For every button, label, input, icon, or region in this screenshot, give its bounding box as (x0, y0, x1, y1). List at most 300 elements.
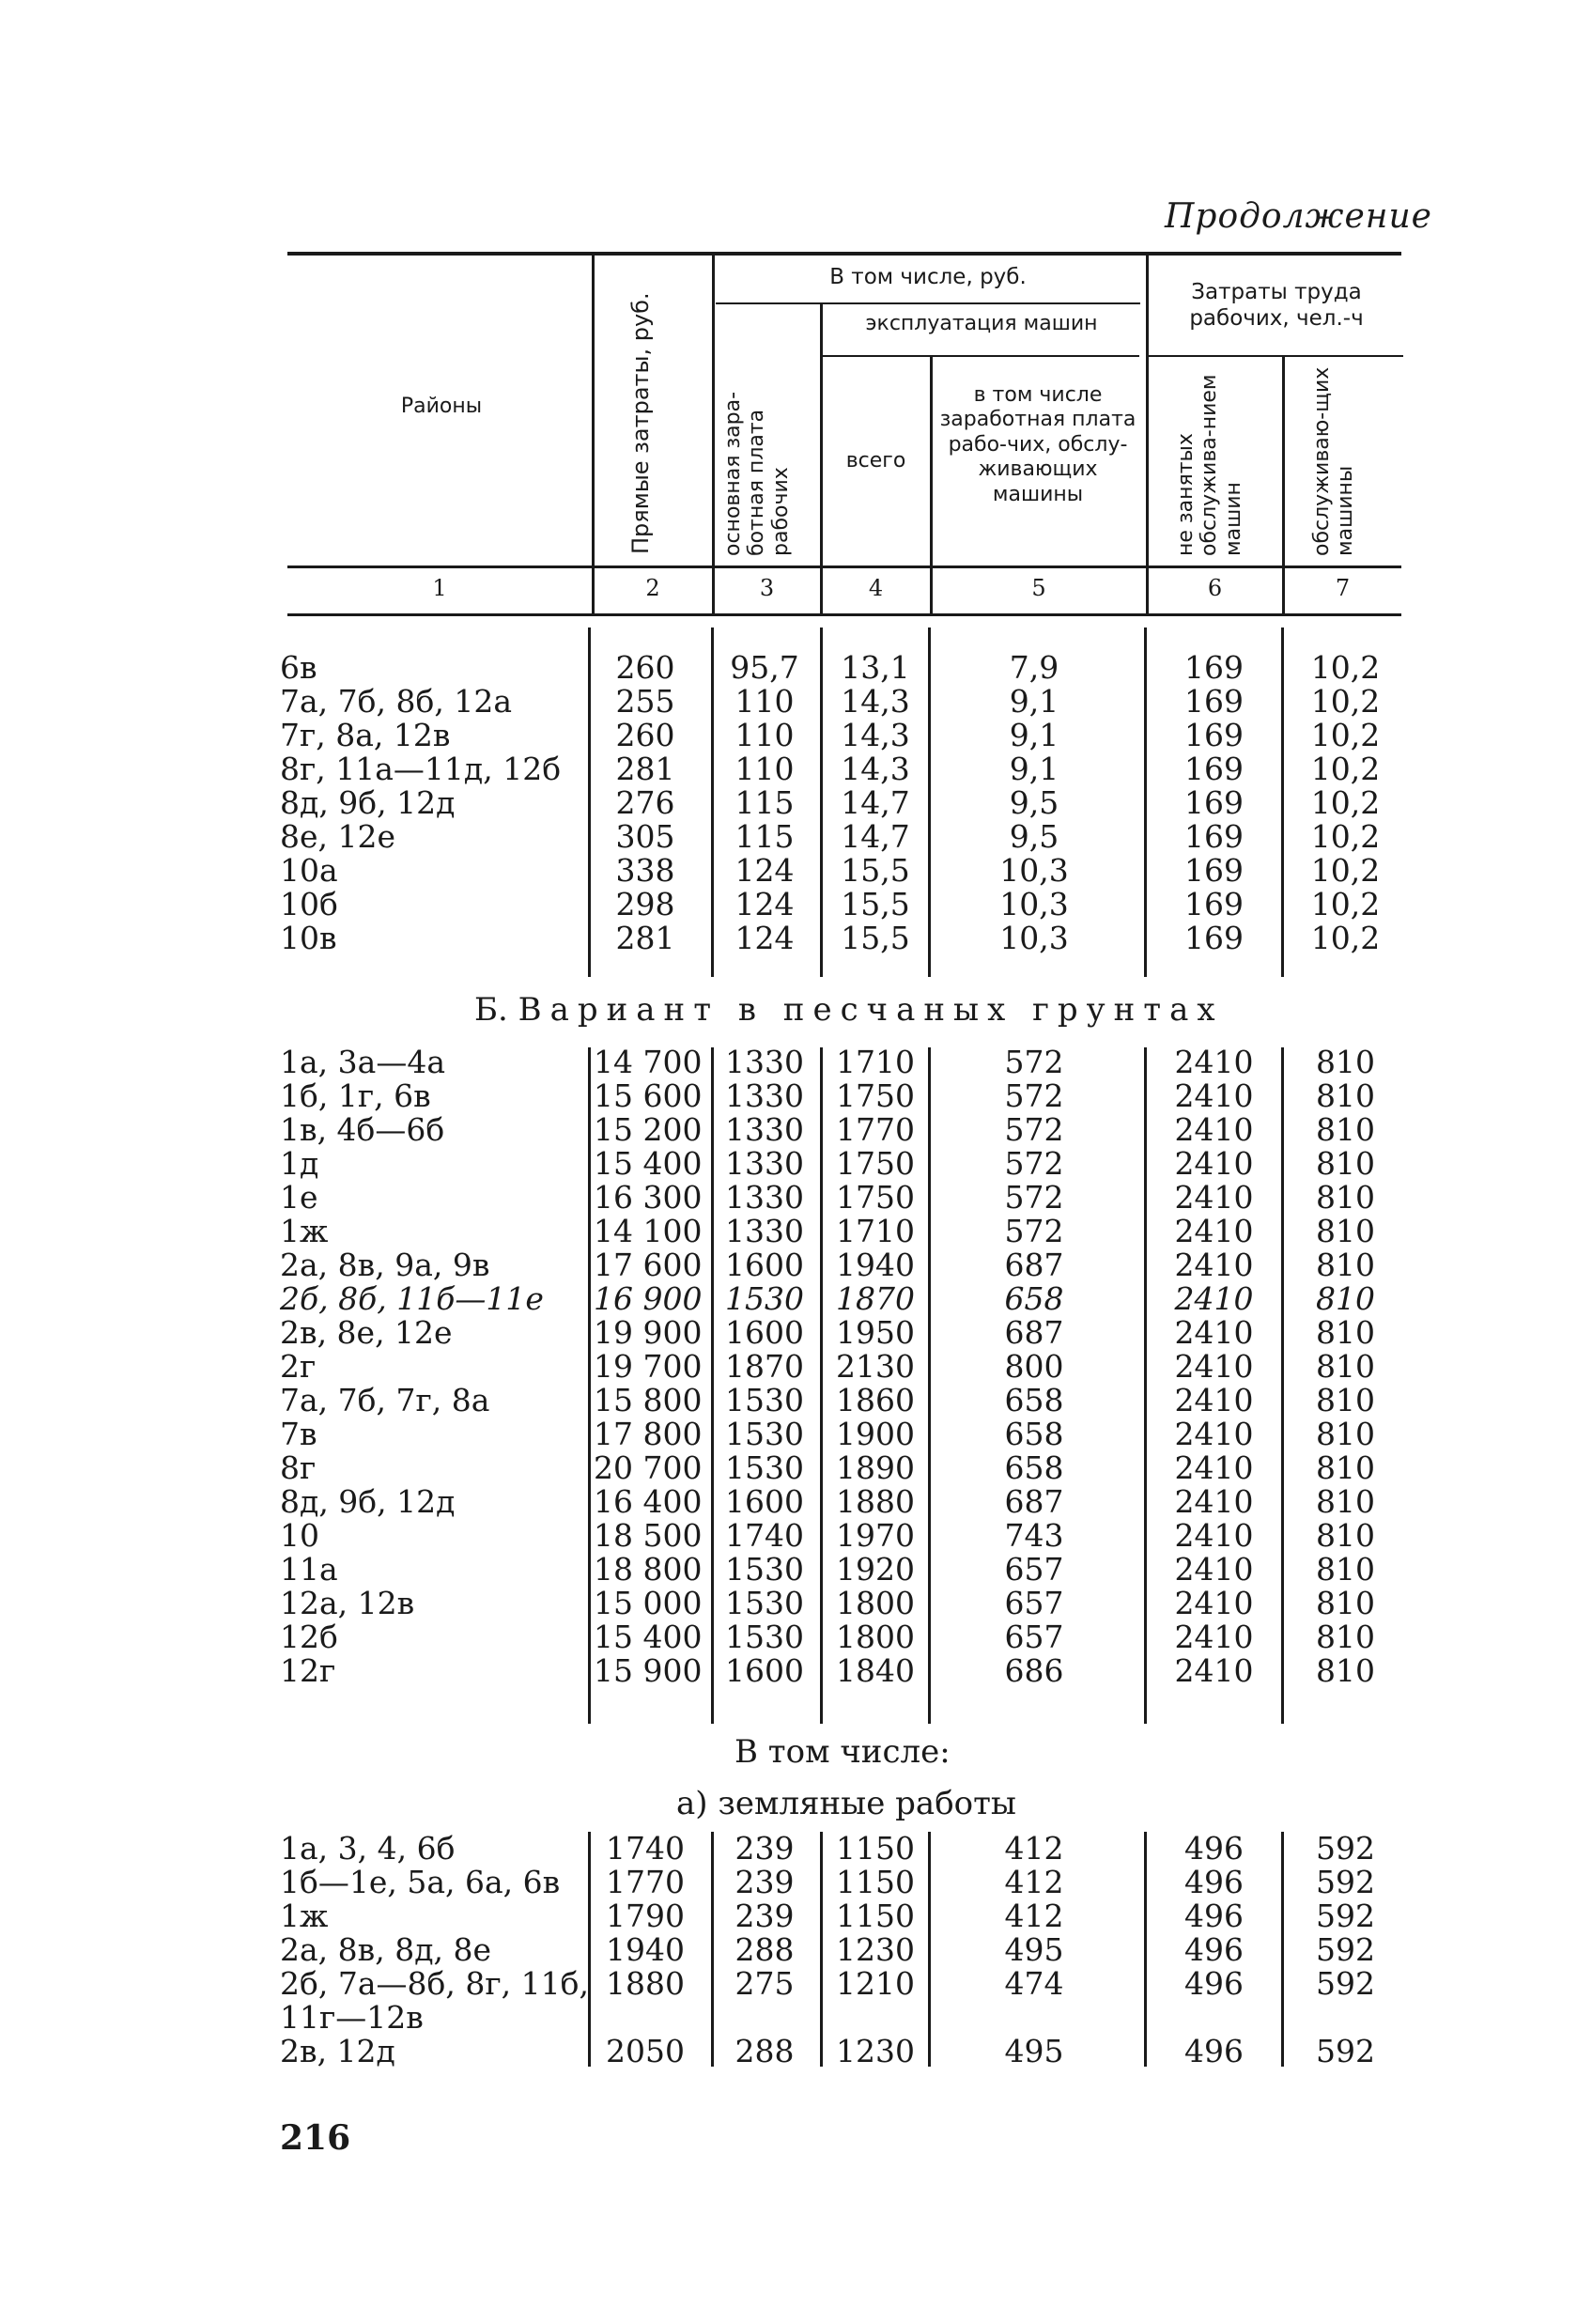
value-cell: 124 (734, 920, 795, 956)
value-cell: 1330 (725, 1077, 804, 1114)
value-cell: 10,3 (999, 920, 1069, 956)
district-cell: 2а, 8в, 8д, 8е (280, 1931, 492, 1968)
value-cell: 1530 (725, 1585, 804, 1621)
value-cell: 2410 (1174, 1179, 1254, 1216)
district-cell: 8д, 9б, 12д (280, 784, 456, 821)
district-cell: 7в (280, 1416, 317, 1452)
value-cell: 496 (1184, 1931, 1244, 1968)
value-cell: 169 (1184, 683, 1244, 720)
value-cell: 169 (1184, 818, 1244, 855)
value-cell: 9,5 (1009, 784, 1059, 821)
value-cell: 15 400 (594, 1145, 703, 1182)
value-cell: 810 (1316, 1382, 1375, 1418)
value-cell: 2410 (1174, 1145, 1254, 1182)
district-cell: 7а, 7б, 8б, 12а (280, 683, 513, 720)
table-row (0, 1147, 1577, 1181)
table-row (0, 922, 1577, 955)
value-cell: 10,2 (1310, 751, 1381, 787)
value-cell: 810 (1316, 1652, 1375, 1689)
value-cell: 16 400 (594, 1483, 703, 1520)
value-cell: 1710 (836, 1044, 915, 1080)
value-cell: 1770 (836, 1111, 915, 1148)
value-cell: 1970 (836, 1517, 915, 1554)
value-cell: 2410 (1174, 1247, 1254, 1283)
value-cell: 115 (734, 784, 795, 821)
value-cell: 14,3 (841, 683, 910, 720)
district-cell: 12б (280, 1619, 338, 1655)
value-cell: 1800 (836, 1619, 915, 1655)
value-cell: 592 (1316, 1830, 1375, 1867)
district-cell: 1ж (280, 1213, 329, 1249)
value-cell: 10,3 (999, 852, 1069, 889)
value-cell: 305 (615, 818, 675, 855)
value-cell: 657 (1004, 1551, 1064, 1588)
value-cell: 239 (734, 1864, 795, 1900)
table-row (0, 1553, 1577, 1587)
column-number-rule (287, 613, 1401, 616)
header-group-labor: Затраты труда рабочих, чел.-ч (1189, 280, 1364, 331)
table-row (0, 1350, 1577, 1384)
header-rule-labor (1148, 355, 1403, 357)
value-cell: 495 (1004, 2033, 1064, 2069)
table-row (0, 1384, 1577, 1418)
value-cell: 2050 (606, 2033, 685, 2069)
value-cell: 1800 (836, 1585, 915, 1621)
header-vline-6 (1146, 256, 1149, 615)
value-cell: 687 (1004, 1247, 1064, 1283)
district-cell: 1б, 1г, 6в (280, 1077, 431, 1114)
table-row (0, 1282, 1577, 1316)
district-cell: 1е (280, 1179, 318, 1216)
value-cell: 281 (615, 920, 675, 956)
value-cell: 1150 (836, 1830, 915, 1867)
value-cell: 1600 (725, 1247, 804, 1283)
table-row (0, 1181, 1577, 1215)
value-cell: 19 700 (594, 1348, 703, 1385)
value-cell: 1530 (725, 1382, 804, 1418)
value-cell: 810 (1316, 1348, 1375, 1385)
value-cell: 2410 (1174, 1619, 1254, 1655)
value-cell: 2410 (1174, 1551, 1254, 1588)
value-cell: 1860 (836, 1382, 915, 1418)
value-cell: 687 (1004, 1314, 1064, 1351)
value-cell: 14,7 (841, 818, 910, 855)
value-cell: 686 (1004, 1652, 1064, 1689)
value-cell: 15 000 (594, 1585, 703, 1621)
value-cell: 10,2 (1310, 649, 1381, 686)
value-cell: 169 (1184, 920, 1244, 956)
value-cell: 810 (1316, 1449, 1375, 1486)
value-cell: 412 (1004, 1898, 1064, 1934)
section-b-label: Вариант в песчаных грунтах (518, 991, 1224, 1029)
table-row (0, 786, 1577, 820)
value-cell: 2410 (1174, 1517, 1254, 1554)
col-num-6: 6 (1207, 575, 1223, 601)
value-cell: 412 (1004, 1864, 1064, 1900)
value-cell: 810 (1316, 1416, 1375, 1452)
table-row (0, 1079, 1577, 1113)
value-cell: 572 (1004, 1213, 1064, 1249)
district-cell: 11г—12в (280, 1999, 424, 2036)
value-cell: 810 (1316, 1179, 1375, 1216)
value-cell: 7,9 (1009, 649, 1059, 686)
value-cell: 1750 (836, 1179, 915, 1216)
district-cell: 1д (280, 1145, 319, 1182)
value-cell: 2410 (1174, 1111, 1254, 1148)
value-cell: 592 (1316, 1965, 1375, 2002)
value-cell: 115 (734, 818, 795, 855)
col-num-7: 7 (1335, 575, 1351, 601)
value-cell: 496 (1184, 1830, 1244, 1867)
table-row (0, 2035, 1577, 2068)
district-cell: 1в, 4б—6б (280, 1111, 445, 1148)
header-vline-2 (592, 256, 595, 615)
table-top-rule (287, 252, 1401, 256)
district-cell: 2б, 8б, 11б—11е (280, 1280, 544, 1317)
section-b-title (474, 991, 1224, 1029)
value-cell: 1750 (836, 1077, 915, 1114)
value-cell: 657 (1004, 1585, 1064, 1621)
value-cell: 1600 (725, 1652, 804, 1689)
value-cell: 10,2 (1310, 920, 1381, 956)
including-title: В том числе: (734, 1733, 951, 1771)
header-districts: Районы (400, 395, 483, 418)
value-cell: 1330 (725, 1179, 804, 1216)
table-row (0, 1418, 1577, 1451)
value-cell: 15 900 (594, 1652, 703, 1689)
value-cell: 1330 (725, 1145, 804, 1182)
district-cell: 7г, 8а, 12в (280, 717, 451, 753)
table-row (0, 1899, 1577, 1933)
value-cell: 2410 (1174, 1382, 1254, 1418)
value-cell: 15,5 (841, 852, 910, 889)
district-cell: 10 (280, 1517, 319, 1554)
value-cell: 1230 (836, 2033, 915, 2069)
value-cell: 260 (615, 717, 675, 753)
table-row (0, 719, 1577, 752)
table-row (0, 1620, 1577, 1654)
value-cell: 412 (1004, 1830, 1064, 1867)
value-cell: 169 (1184, 649, 1244, 686)
value-cell: 810 (1316, 1247, 1375, 1283)
value-cell: 13,1 (841, 649, 910, 686)
value-cell: 810 (1316, 1585, 1375, 1621)
value-cell: 2130 (836, 1348, 915, 1385)
district-cell: 8г, 11а—11д, 12б (280, 751, 562, 787)
district-cell: 2б, 7а—8б, 8г, 11б, (280, 1965, 589, 2002)
value-cell: 657 (1004, 1619, 1064, 1655)
value-cell: 10,2 (1310, 818, 1381, 855)
value-cell: 2410 (1174, 1280, 1254, 1317)
value-cell: 2410 (1174, 1077, 1254, 1114)
col-num-5: 5 (1031, 575, 1046, 601)
value-cell: 1530 (725, 1416, 804, 1452)
value-cell: 10,3 (999, 886, 1069, 922)
value-cell: 9,1 (1009, 751, 1059, 787)
district-cell: 7а, 7б, 7г, 8а (280, 1382, 490, 1418)
table-row (0, 1485, 1577, 1519)
value-cell: 1880 (606, 1965, 685, 2002)
table-row (0, 1866, 1577, 1899)
value-cell: 169 (1184, 784, 1244, 821)
value-cell: 1900 (836, 1416, 915, 1452)
header-bottom-rule (287, 566, 1401, 568)
district-cell: 1а, 3а—4а (280, 1044, 445, 1080)
table-row (0, 1451, 1577, 1485)
table-row (0, 1248, 1577, 1282)
value-cell: 14 100 (594, 1213, 703, 1249)
value-cell: 1950 (836, 1314, 915, 1351)
district-cell: 2г (280, 1348, 317, 1385)
col-num-4: 4 (868, 575, 884, 601)
value-cell: 15 600 (594, 1077, 703, 1114)
value-cell: 1940 (836, 1247, 915, 1283)
value-cell: 1870 (725, 1348, 804, 1385)
value-cell: 338 (615, 852, 675, 889)
value-cell: 16 300 (594, 1179, 703, 1216)
header-vline-3 (712, 256, 715, 615)
table-row (0, 1519, 1577, 1553)
value-cell: 1210 (836, 1965, 915, 2002)
value-cell: 658 (1004, 1382, 1064, 1418)
value-cell: 658 (1004, 1449, 1064, 1486)
value-cell: 592 (1316, 1864, 1375, 1900)
district-cell: 1ж (280, 1898, 329, 1934)
value-cell: 474 (1004, 1965, 1064, 2002)
header-machine-workers: обслуживаю-щих машины (1310, 366, 1358, 556)
district-cell: 12а, 12в (280, 1585, 415, 1621)
value-cell: 15 800 (594, 1382, 703, 1418)
value-cell: 288 (734, 1931, 795, 1968)
value-cell: 1740 (725, 1517, 804, 1554)
table-row (0, 854, 1577, 888)
value-cell: 496 (1184, 1965, 1244, 2002)
value-cell: 2410 (1174, 1044, 1254, 1080)
value-cell: 288 (734, 2033, 795, 2069)
district-cell: 8е, 12е (280, 818, 396, 855)
value-cell: 20 700 (594, 1449, 703, 1486)
district-cell: 10в (280, 920, 337, 956)
header-group-rub: В том числе, руб. (829, 265, 1027, 289)
value-cell: 19 900 (594, 1314, 703, 1351)
table-row (0, 1046, 1577, 1079)
value-cell: 572 (1004, 1044, 1064, 1080)
value-cell: 1940 (606, 1931, 685, 1968)
value-cell: 10,2 (1310, 852, 1381, 889)
value-cell: 110 (734, 717, 795, 753)
value-cell: 1530 (725, 1551, 804, 1588)
district-cell: 1а, 3, 4, 6б (280, 1830, 456, 1867)
value-cell: 1890 (836, 1449, 915, 1486)
value-cell: 239 (734, 1830, 795, 1867)
value-cell: 1710 (836, 1213, 915, 1249)
earthworks-title: а) земляные работы (676, 1785, 1016, 1822)
value-cell: 10,2 (1310, 784, 1381, 821)
col-num-1: 1 (432, 575, 447, 601)
table-row (0, 820, 1577, 854)
value-cell: 592 (1316, 2033, 1375, 2069)
table-row (0, 1654, 1577, 1688)
value-cell: 1770 (606, 1864, 685, 1900)
table-row (0, 1587, 1577, 1620)
value-cell: 2410 (1174, 1585, 1254, 1621)
value-cell: 800 (1004, 1348, 1064, 1385)
value-cell: 592 (1316, 1898, 1375, 1934)
page-number: 216 (280, 2118, 351, 2158)
value-cell: 275 (734, 1965, 795, 2002)
value-cell: 495 (1004, 1931, 1064, 1968)
value-cell: 1600 (725, 1314, 804, 1351)
value-cell: 2410 (1174, 1314, 1254, 1351)
value-cell: 2410 (1174, 1449, 1254, 1486)
value-cell: 1530 (725, 1619, 804, 1655)
value-cell: 592 (1316, 1931, 1375, 1968)
header-base-wages: основная зара-ботная плата рабочих (721, 391, 793, 556)
value-cell: 2410 (1174, 1213, 1254, 1249)
value-cell: 810 (1316, 1619, 1375, 1655)
value-cell: 18 500 (594, 1517, 703, 1554)
value-cell: 810 (1316, 1280, 1375, 1317)
value-cell: 14,3 (841, 717, 910, 753)
value-cell: 1740 (606, 1830, 685, 1867)
table-row (0, 888, 1577, 922)
district-cell: 2в, 8е, 12е (280, 1314, 453, 1351)
table-row (0, 1967, 1577, 2001)
value-cell: 169 (1184, 852, 1244, 889)
value-cell: 2410 (1174, 1483, 1254, 1520)
value-cell: 10,2 (1310, 683, 1381, 720)
value-cell: 2410 (1174, 1416, 1254, 1452)
value-cell: 1790 (606, 1898, 685, 1934)
value-cell: 10,2 (1310, 886, 1381, 922)
value-cell: 9,5 (1009, 818, 1059, 855)
value-cell: 687 (1004, 1483, 1064, 1520)
header-group-machines: эксплуатация машин (865, 312, 1098, 335)
district-cell: 2в, 12д (280, 2033, 395, 2069)
value-cell: 14 700 (594, 1044, 703, 1080)
value-cell: 810 (1316, 1213, 1375, 1249)
value-cell: 124 (734, 852, 795, 889)
value-cell: 810 (1316, 1077, 1375, 1114)
value-cell: 17 600 (594, 1247, 703, 1283)
district-cell: 10а (280, 852, 338, 889)
value-cell: 110 (734, 751, 795, 787)
district-cell: 8г (280, 1449, 317, 1486)
district-cell: 10б (280, 886, 338, 922)
value-cell: 810 (1316, 1044, 1375, 1080)
value-cell: 1600 (725, 1483, 804, 1520)
value-cell: 572 (1004, 1179, 1064, 1216)
district-cell: 6в (280, 649, 317, 686)
value-cell: 169 (1184, 751, 1244, 787)
header-direct-costs: Прямые затраты, руб. (627, 292, 654, 554)
value-cell: 15 400 (594, 1619, 703, 1655)
value-cell: 239 (734, 1898, 795, 1934)
table-row (0, 2001, 1577, 2035)
header-not-machine-workers: не занятых обслужива-нием машин (1174, 374, 1245, 556)
section-b-prefix: Б. (474, 991, 508, 1029)
table-row (0, 685, 1577, 719)
value-cell: 1330 (725, 1111, 804, 1148)
value-cell: 1530 (725, 1280, 804, 1317)
header-machine-wages: в том числе заработная плата рабо-чих, обслу-живающих машины (939, 383, 1136, 506)
value-cell: 496 (1184, 2033, 1244, 2069)
value-cell: 169 (1184, 886, 1244, 922)
value-cell: 496 (1184, 1864, 1244, 1900)
value-cell: 14,7 (841, 784, 910, 821)
table-row (0, 752, 1577, 786)
value-cell: 18 800 (594, 1551, 703, 1588)
value-cell: 1150 (836, 1864, 915, 1900)
district-cell: 12г (280, 1652, 336, 1689)
value-cell: 496 (1184, 1898, 1244, 1934)
header-rule-machines (822, 355, 1139, 357)
value-cell: 810 (1316, 1551, 1375, 1588)
district-cell: 8д, 9б, 12д (280, 1483, 456, 1520)
value-cell: 16 900 (594, 1280, 703, 1317)
value-cell: 810 (1316, 1517, 1375, 1554)
value-cell: 255 (615, 683, 675, 720)
value-cell: 1750 (836, 1145, 915, 1182)
continuation-label: Продолжение (1165, 197, 1432, 236)
value-cell: 1330 (725, 1044, 804, 1080)
value-cell: 281 (615, 751, 675, 787)
value-cell: 572 (1004, 1111, 1064, 1148)
value-cell: 1330 (725, 1213, 804, 1249)
district-cell: 11а (280, 1551, 338, 1588)
table-row (0, 651, 1577, 685)
value-cell: 276 (615, 784, 675, 821)
value-cell: 17 800 (594, 1416, 703, 1452)
value-cell: 810 (1316, 1145, 1375, 1182)
table-row (0, 1113, 1577, 1147)
value-cell: 2410 (1174, 1652, 1254, 1689)
table-row (0, 1933, 1577, 1967)
table-row (0, 1215, 1577, 1248)
value-cell: 572 (1004, 1145, 1064, 1182)
value-cell: 1880 (836, 1483, 915, 1520)
value-cell: 15 200 (594, 1111, 703, 1148)
value-cell: 169 (1184, 717, 1244, 753)
value-cell: 810 (1316, 1483, 1375, 1520)
value-cell: 1870 (836, 1280, 915, 1317)
value-cell: 658 (1004, 1416, 1064, 1452)
value-cell: 1150 (836, 1898, 915, 1934)
district-cell: 2а, 8в, 9а, 9в (280, 1247, 490, 1283)
value-cell: 298 (615, 886, 675, 922)
value-cell: 810 (1316, 1111, 1375, 1148)
value-cell: 1920 (836, 1551, 915, 1588)
col-num-3: 3 (759, 575, 775, 601)
col-num-2: 2 (645, 575, 660, 601)
table-row (0, 1316, 1577, 1350)
value-cell: 124 (734, 886, 795, 922)
header-rule-rub (716, 302, 1140, 304)
value-cell: 810 (1316, 1314, 1375, 1351)
value-cell: 572 (1004, 1077, 1064, 1114)
value-cell: 2410 (1174, 1348, 1254, 1385)
header-machines-total: всего (845, 449, 906, 473)
value-cell: 9,1 (1009, 683, 1059, 720)
value-cell: 1530 (725, 1449, 804, 1486)
value-cell: 15,5 (841, 920, 910, 956)
value-cell: 658 (1004, 1280, 1064, 1317)
value-cell: 1230 (836, 1931, 915, 1968)
value-cell: 14,3 (841, 751, 910, 787)
value-cell: 95,7 (730, 649, 799, 686)
district-cell: 1б—1е, 5а, 6а, 6в (280, 1864, 561, 1900)
value-cell: 260 (615, 649, 675, 686)
